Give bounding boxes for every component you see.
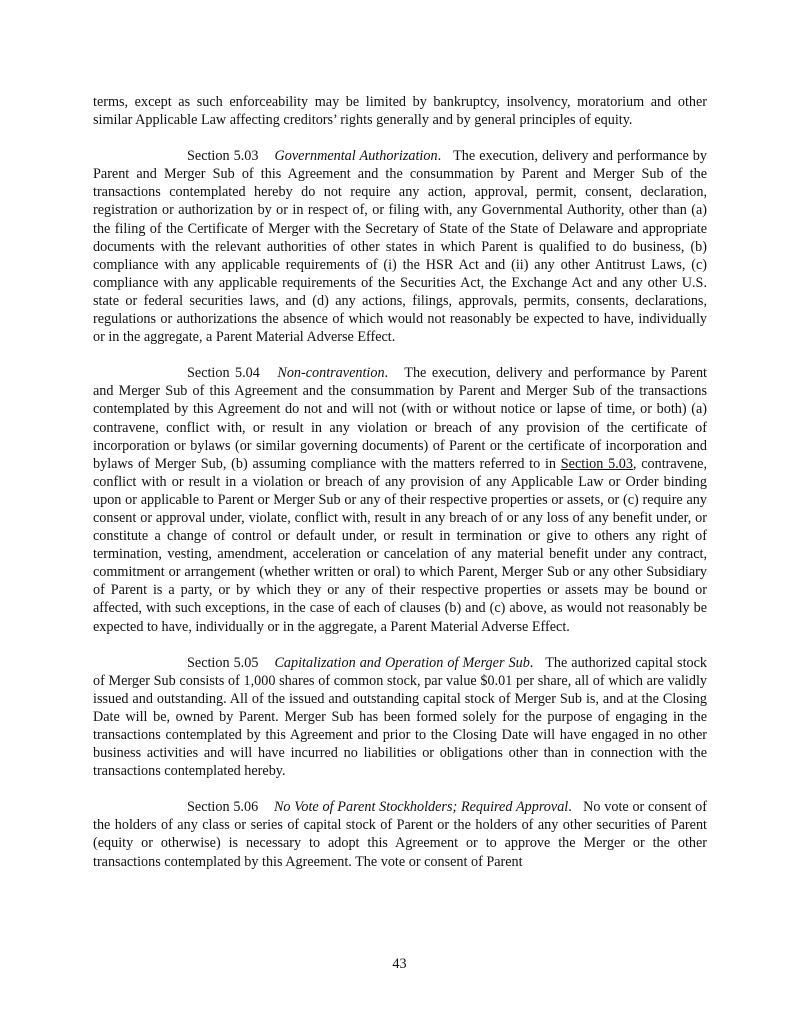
section-number: Section 5.05 xyxy=(187,654,259,671)
section-title: No Vote of Parent Stockholders; Required Approval xyxy=(273,799,569,816)
section-body-part-2: , contravene, conflict with or result in a violation or breach of any provision of any Applicable Law or Order binding upon or applicable to Parent or Merger Sub or any of their respective properties or assets, or (c) require any consent or approval under, violate, conflict with, result in any breach of or any loss of any benefit under, or constitute a change of control or default under, or result in termination or give to others any right of termination, vesting, amendment, acceleration or cancelation of any material benefit under any contract, commitment or arrangement (whether written or oral) to which Parent, Merger Sub or any other Subsidiary of Parent is a party, or by which they or any of their respective properties or assets may be bound or affected, with such exceptions, in the case of each of clauses (b) and (c) above, as would not reasonably be expected to have, individually or in the aggregate, a Parent Material Adverse Effect. xyxy=(93,455,708,635)
intro-paragraph: terms, except as such enforceability may be limited by bankruptcy, insolvency, moratorium and other similar Applicable Law affecting creditors’ rights generally and by general principles of equity. xyxy=(93,94,707,129)
section-number: Section 5.03 xyxy=(187,148,259,165)
section-body-part-1: The execution, delivery and performance by Parent and Merger Sub of this Agreement and the consummation by Parent and Merger Sub of the transactions contemplated by this Agreement do not and will not (with or without notice or lapse of time, or both) (a) contravene, conflict with, or result in any violation or breach of any provision of the certificate of incorporation or bylaws (or similar governing documents) of Parent or the certificate of incorporation and bylaws of Merger Sub, (b) assuming compliance with the matters referred to in xyxy=(93,365,707,472)
section-cross-reference-link[interactable]: Section 5.03 xyxy=(560,455,633,472)
document-page xyxy=(93,93,707,889)
section-5-06-paragraph: Section 5.06 No Vote of Parent Stockholders; Required Approval. No vote or consent of the holders of any class or series of capital stock of Parent or the holders of any other securities of Parent (equity or otherwise) is necessary to adopt this Agreement or to approve the Merger or the other transactions contemplated by this Agreement. The vote or consent of Parent xyxy=(93,799,707,870)
section-5-05-paragraph: Section 5.05 Capitalization and Operation of Merger Sub. The authorized capital stock of Merger Sub consists of 1,000 shares of common stock, par value $0.01 per share, all of which are validly issued and outstanding. All of the issued and outstanding capital stock of Merger Sub is, and at the Closing Date will be, owned by Parent. Merger Sub has been formed solely for the purpose of engaging in the transactions contemplated by this Agreement and prior to the Closing Date will have engaged in no other business activities and will have incurred no liabilities or obligations other than in connection with the transactions contemplated hereby. xyxy=(93,654,708,780)
section-5-03-paragraph: Section 5.03 Governmental Authorization. The execution, delivery and performance by Parent and Merger Sub of this Agreement and the consummation by Parent and Merger Sub of the transactions contemplated hereby do not require any action, approval, permit, consent, declaration, registration or authorization by or in respect of, or filing with, any Governmental Authority, other than (a) the filing of the Certificate of Merger with the Secretary of State of the State of Delaware and appropriate documents with the relevant authorities of other states in which Parent is qualified to do business, (b) compliance with any applicable requirements of (i) the HSR Act and (ii) any other Antitrust Laws, (c) compliance with any applicable requirements of the Securities Act, the Exchange Act and any other U.S. state or federal securities laws, and (d) any actions, filings, approvals, permits, consents, declarations, regulations or authorizations the absence of which would not reasonably be expected to have, individually or in the aggregate, a Parent Material Adverse Effect. xyxy=(93,148,707,346)
section-number: Section 5.04 xyxy=(187,365,260,382)
section-body: The authorized capital stock of Merger Sub consists of 1,000 shares of common stock, par value $0.01 per share, all of which are validly issued and outstanding. All of the issued and outstanding capital stock of Merger Sub is, and at the Closing Date will be, owned by Parent. Merger Sub has been formed solely for the purpose of engaging in the transactions contemplated by this Agreement and prior to the Closing Date will have engaged in no other business activities and will have incurred no liabilities or obligations other than in connection with the transactions contemplated hereby. xyxy=(93,654,708,780)
section-body: The execution, delivery and performance by Parent and Merger Sub of this Agreement and the consummation by Parent and Merger Sub of the transactions contemplated hereby do not require any action, approval, permit, consent, declaration, registration or authorization by or in respect of, or filing with, any Governmental Authority, other than (a) the filing of the Certificate of Merger with the Secretary of State of the State of Delaware and appropriate documents with the relevant authorities of other states in which Parent is qualified to do business, (b) compliance with any applicable requirements of (i) the HSR Act and (ii) any other Antitrust Laws, (c) compliance with any applicable requirements of the Securities Act, the Exchange Act and any other U.S. state or federal securities laws, and (d) any actions, filings, approvals, permits, consents, declarations, regulations or authorizations the absence of which would not reasonably be expected to have, individually or in the aggregate, a Parent Material Adverse Effect. xyxy=(93,148,707,346)
section-title: Capitalization and Operation of Merger Sub xyxy=(274,654,530,671)
section-number: Section 5.06 xyxy=(187,799,259,816)
page-number: 43 xyxy=(392,956,407,972)
section-body: No vote or consent of the holders of any class or series of capital stock of Parent or the holders of any other securities of Parent (equity or otherwise) is necessary to adopt this Agreement or to approve the Merger or the other transactions contemplated by this Agreement. The vote or consent of Parent xyxy=(93,799,707,870)
section-title: Non-contravention xyxy=(277,365,385,382)
section-title: Governmental Authorization xyxy=(274,148,438,165)
section-5-04-paragraph: Section 5.04 Non-contravention. The execution, delivery and performance by Parent and Merger Sub of this Agreement and the consummation by Parent and Merger Sub of the transactions contemplated by this Agreement do not and will not (with or without notice or lapse of time, or both) (a) contravene, conflict with, or result in any violation or breach of any provision of the certificate of incorporation or bylaws (or similar governing documents) of Parent or the certificate of incorporation and bylaws of Merger Sub, (b) assuming compliance with the matters referred to in Section 5.03, contravene, conflict with or result in a violation or breach of any provision of any Applicable Law or Order binding upon or applicable to Parent or Merger Sub or any of their respective properties or assets, or (c) require any consent or approval under, violate, conflict with, result in any breach of or any loss of any benefit under, or constitute a change of control or default under, or result in termination or give to others any right of termination, vesting, amendment, acceleration or cancelation of any material benefit under any contract, commitment or arrangement (whether written or oral) to which Parent, Merger Sub or any other Subsidiary of Parent is a party, or by which they or any of their respective properties or assets may be bound or affected, with such exceptions, in the case of each of clauses (b) and (c) above, as would not reasonably be expected to have, individually or in the aggregate, a Parent Material Adverse Effect. xyxy=(93,365,708,635)
